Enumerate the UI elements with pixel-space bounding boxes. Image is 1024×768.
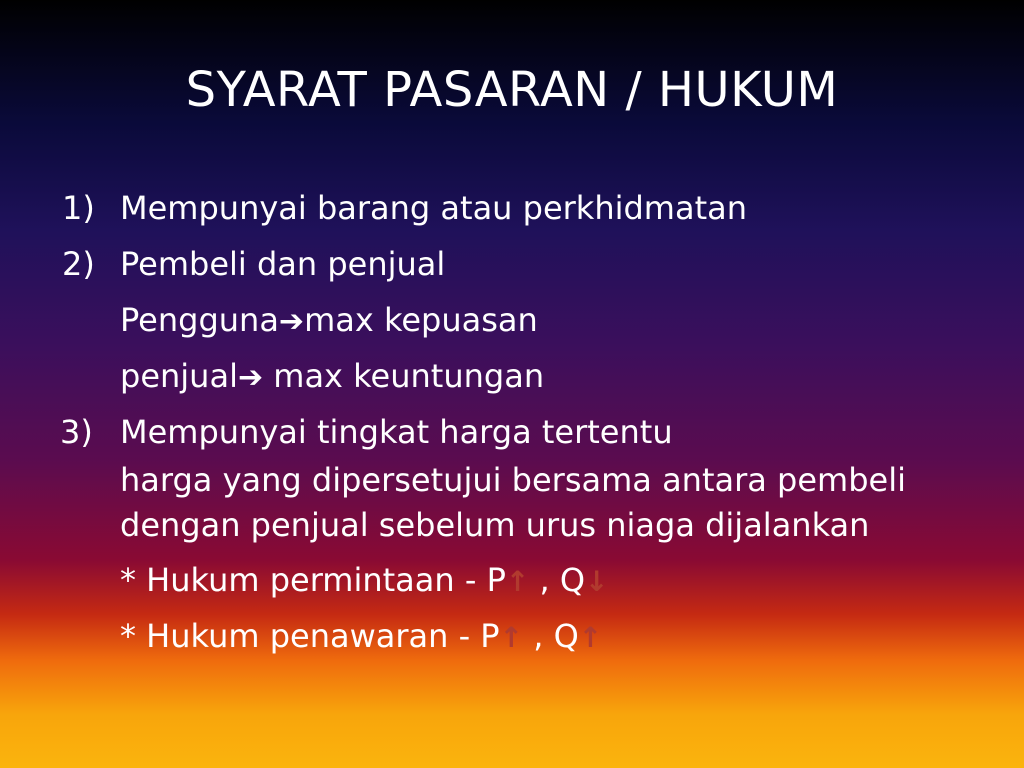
slide-title: SYARAT PASARAN / HUKUM	[185, 62, 839, 118]
law-separator: , Q	[523, 617, 579, 655]
item-number: 1)	[62, 189, 95, 227]
sub-item-label: penjual	[120, 357, 238, 395]
law-label: * Hukum penawaran - P	[120, 617, 500, 655]
right-arrow-icon: ➔	[278, 304, 305, 339]
up-arrow-icon: ↑	[499, 621, 524, 654]
sub-item-label: Pengguna	[120, 301, 279, 339]
up-arrow-icon: ↑	[505, 565, 530, 598]
sub-item-value: max keuntungan	[263, 357, 545, 395]
law-label: * Hukum permintaan - P	[120, 561, 506, 599]
law-separator: , Q	[529, 561, 586, 599]
item-number: 2)	[62, 245, 95, 283]
item-text: Pembeli dan penjual	[120, 245, 446, 283]
item-text: Mempunyai tingkat harga tertentu	[120, 413, 673, 451]
right-arrow-icon: ➔	[237, 360, 264, 395]
item-text: Mempunyai barang atau perkhidmatan	[120, 189, 748, 227]
sub-item-value: max kepuasan	[304, 301, 538, 339]
up-arrow-icon: ↑	[578, 621, 603, 654]
down-arrow-icon: ↓	[585, 565, 609, 598]
item-number: 3)	[60, 413, 93, 451]
